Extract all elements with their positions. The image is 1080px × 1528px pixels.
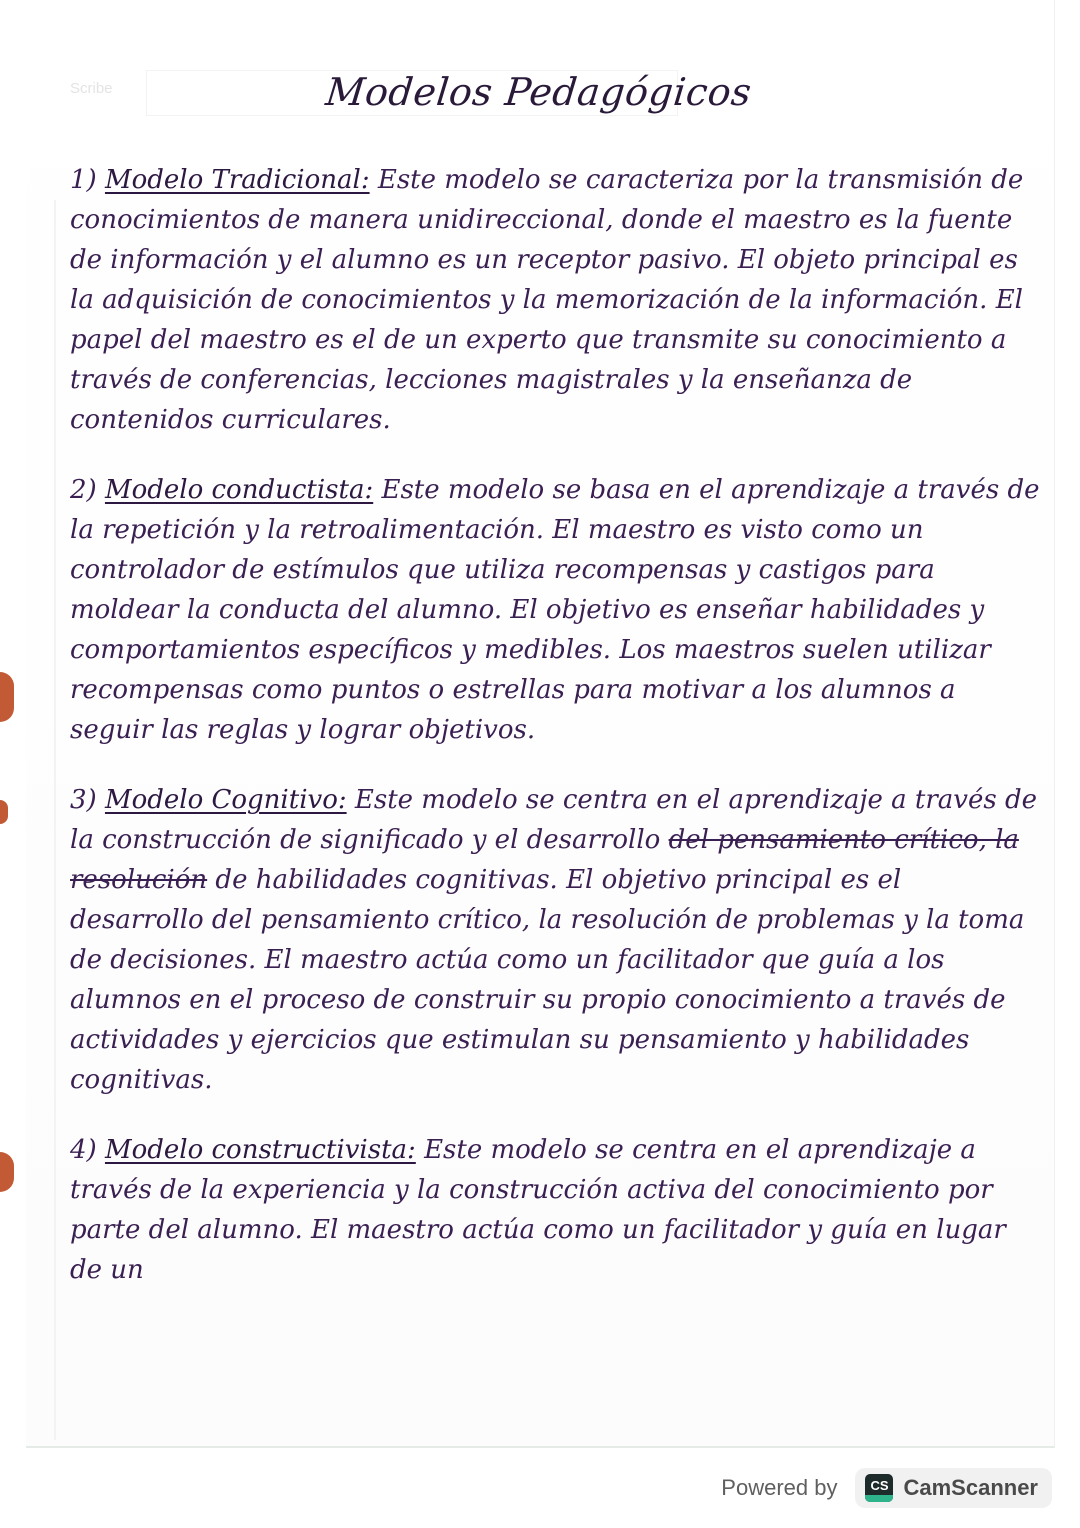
section-traditional — [70, 160, 1040, 440]
section-text: Este modelo se basa en el aprendizaje a través de la repetición y la retroalimentación. El maestro es visto como un controlador de estímulos que utiliza recompensas y castigos para moldear la conducta del alumno. El objetivo es enseñar habilidades y comportamientos específicos y medibles. Los maestros suelen utilizar recompensas como puntos o estrellas para motivar a los alumnos a seguir las reglas y lograr objetivos. — [70, 475, 1040, 745]
camscanner-badge — [855, 1468, 1052, 1508]
section-number: 2) — [70, 475, 97, 505]
scanned-page — [26, 0, 1055, 1448]
binder-hole-top — [0, 672, 14, 722]
section-text-continued: de habilidades cognitivas. El objetivo principal es el desarrollo del pensamiento crítico, la resolución de problemas y la toma de decisiones. El maestro actúa como un facilitador que guía a los alumnos en el proceso de construir su propio conocimiento a través de actividades y ejercicios que estimulan su pensamiento y habilidades cognitivas. — [70, 865, 1025, 1095]
section-heading: Modelo Tradicional: — [104, 165, 370, 195]
logo-text: CS — [870, 1477, 889, 1493]
camscanner-logo-icon — [865, 1474, 893, 1502]
section-text: Este modelo se centra en el aprendizaje a través de la construcción de significado y el desarrollo — [70, 785, 1037, 855]
margin-line — [54, 200, 56, 1440]
section-number: 3) — [70, 785, 97, 815]
powered-by-label: Powered by — [721, 1475, 838, 1500]
section-number: 1) — [70, 165, 97, 195]
section-text: Este modelo se caracteriza por la transmisión de conocimientos de manera unidireccional, donde el maestro es la fuente de información y el alumno es un receptor pasivo. El objeto principal es la adquisición de conocimientos y la memorización de la información. El papel del maestro es el de un experto que transmite su conocimiento a través de conferencias, lecciones magistrales y la enseñanza de contenidos curriculares. — [70, 165, 1024, 435]
notes-content — [70, 160, 1040, 1320]
section-cognitive — [70, 780, 1040, 1100]
page-title: Modelos Pedagógicos — [323, 70, 754, 114]
struck-out-text: del pensamiento crítico, la resolución — [70, 825, 1019, 895]
section-heading: Modelo conductista: — [104, 475, 374, 505]
section-constructivist — [70, 1130, 1040, 1290]
binder-hole-bottom — [0, 1152, 14, 1192]
section-heading: Modelo Cognitivo: — [104, 785, 347, 815]
section-number: 4) — [70, 1135, 97, 1165]
section-text: Este modelo se centra en el aprendizaje a través de la experiencia y la construcción activa del conocimiento por parte del alumno. El maestro actúa como un facilitador y guía en lugar de un — [70, 1135, 1006, 1285]
binder-hole-middle — [0, 800, 8, 824]
brand-name: CamScanner — [903, 1475, 1038, 1500]
section-behaviorist — [70, 470, 1040, 750]
camscanner-watermark — [721, 1466, 1052, 1510]
faint-print-label: Scribe — [70, 80, 113, 97]
section-heading: Modelo constructivista: — [104, 1135, 416, 1165]
